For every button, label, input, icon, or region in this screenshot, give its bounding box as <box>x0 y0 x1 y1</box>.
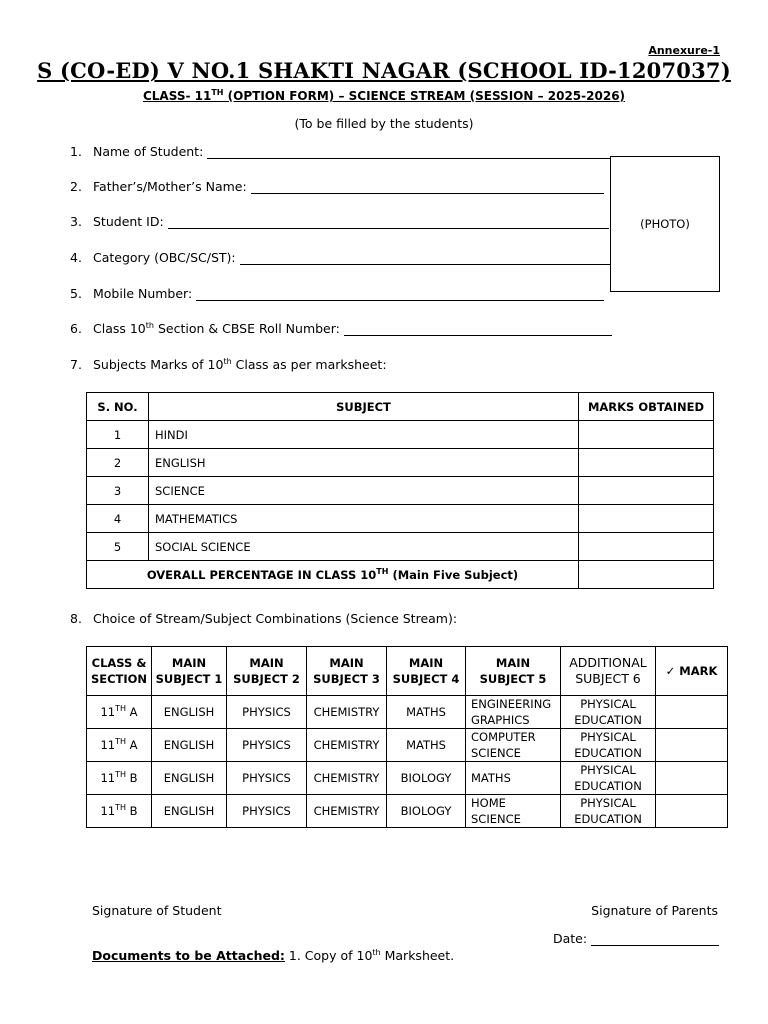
marks-cell[interactable] <box>579 533 714 561</box>
field-mobile <box>70 286 604 301</box>
table-row <box>87 762 728 795</box>
overall-percentage-cell[interactable] <box>579 561 714 589</box>
annexure-label: Annexure-1 <box>648 44 720 57</box>
subject-cell: CHEMISTRY <box>307 762 387 795</box>
table-row <box>87 421 714 449</box>
parent-name-input-line[interactable] <box>251 180 604 194</box>
table-row <box>87 795 728 828</box>
subject-cell: MATHEMATICS <box>149 505 579 533</box>
documents-note <box>92 948 454 963</box>
check-mark-cell[interactable] <box>656 795 728 828</box>
overall-a: OVERALL PERCENTAGE IN CLASS 10 <box>146 567 377 582</box>
table-row <box>87 477 714 505</box>
field-number: 8. <box>70 611 82 626</box>
subject-cell: PHYSICS <box>227 795 307 828</box>
check-mark-cell[interactable] <box>656 696 728 729</box>
section: B <box>126 771 138 785</box>
documents-label: Documents to be Attached: <box>92 948 285 963</box>
col-sno: S. NO. <box>87 393 149 421</box>
class-section-cell <box>87 729 152 762</box>
class-sup: TH <box>115 803 126 813</box>
class-section-cell <box>87 795 152 828</box>
check-mark-cell[interactable] <box>656 762 728 795</box>
col-additional-subject-6: ADDITIONAL SUBJECT 6 <box>561 647 656 696</box>
class-sup: TH <box>115 704 126 714</box>
student-name-input-line[interactable] <box>207 145 610 159</box>
marks-cell[interactable] <box>579 421 714 449</box>
field-label-b: Class as per marksheet: <box>231 357 387 372</box>
class-num: 11 <box>100 804 116 818</box>
subject-cell: BIOLOGY <box>387 795 466 828</box>
sno-cell: 4 <box>87 505 149 533</box>
sno-cell: 2 <box>87 449 149 477</box>
documents-sup: th <box>372 947 381 957</box>
col-main-subject-1: MAIN SUBJECT 1 <box>152 647 227 696</box>
photo-label: (PHOTO) <box>640 217 690 231</box>
subject-cell: PHYSICAL EDUCATION <box>561 729 656 762</box>
field-stream-heading <box>70 611 457 626</box>
col-main-subject-2: MAIN SUBJECT 2 <box>227 647 307 696</box>
table-row <box>87 696 728 729</box>
sno-cell: 1 <box>87 421 149 449</box>
subject-cell: MATHS <box>466 762 561 795</box>
subject-cell: PHYSICAL EDUCATION <box>561 696 656 729</box>
subject-cell: COMPUTER SCIENCE <box>466 729 561 762</box>
subject-cell: HOME SCIENCE <box>466 795 561 828</box>
field-label: Category (OBC/SC/ST): <box>93 250 240 265</box>
student-signature-label: Signature of Student <box>92 903 222 918</box>
date-input-line[interactable] <box>591 932 719 946</box>
documents-text-a: 1. Copy of 10 <box>284 948 373 963</box>
parents-signature-label: Signature of Parents <box>591 903 718 918</box>
class-sup: TH <box>115 770 126 780</box>
subject-cell: ENGLISH <box>152 729 227 762</box>
col-subject: SUBJECT <box>149 393 579 421</box>
col-main-subject-4: MAIN SUBJECT 4 <box>387 647 466 696</box>
subject-cell: ENGLISH <box>149 449 579 477</box>
stream-table <box>86 646 728 828</box>
subject-cell: CHEMISTRY <box>307 795 387 828</box>
subject-cell: CHEMISTRY <box>307 696 387 729</box>
table-row <box>87 505 714 533</box>
class-num: 11 <box>100 705 116 719</box>
field-label-a: Subjects Marks of 10 <box>93 357 224 372</box>
marks-header-row <box>87 393 714 421</box>
photo-box <box>610 156 720 292</box>
overall-label <box>87 561 579 589</box>
overall-row <box>87 561 714 589</box>
marks-cell[interactable] <box>579 477 714 505</box>
stream-header-row <box>87 647 728 696</box>
subject-cell: MATHS <box>387 696 466 729</box>
fill-instructions: (To be filled by the students) <box>294 116 474 131</box>
date-field <box>553 931 719 946</box>
class-section-cell <box>87 696 152 729</box>
field-label-sup: th <box>145 320 154 330</box>
section: B <box>126 804 138 818</box>
subject-cell: SOCIAL SCIENCE <box>149 533 579 561</box>
class-sup: TH <box>115 737 126 747</box>
field-label-a: Class 10 <box>93 321 146 336</box>
school-title: S (CO-ED) V NO.1 SHAKTI NAGAR (SCHOOL ID-1207037) <box>37 58 731 83</box>
field-parent-name <box>70 179 604 194</box>
check-mark-cell[interactable] <box>656 729 728 762</box>
documents-text-b: Marksheet. <box>380 948 455 963</box>
subject-cell: CHEMISTRY <box>307 729 387 762</box>
mobile-input-line[interactable] <box>196 287 604 301</box>
table-row <box>87 729 728 762</box>
marks-cell[interactable] <box>579 449 714 477</box>
overall-sup: TH <box>376 566 389 576</box>
col-class-section: CLASS & SECTION <box>87 647 152 696</box>
section: A <box>126 705 138 719</box>
field-marks-heading <box>70 357 387 372</box>
class-num: 11 <box>100 771 116 785</box>
field-number: 6. <box>70 321 82 336</box>
field-number: 2. <box>70 179 82 194</box>
subject-cell: PHYSICAL EDUCATION <box>561 762 656 795</box>
sno-cell: 5 <box>87 533 149 561</box>
subject-cell: ENGLISH <box>152 795 227 828</box>
class-prefix: CLASS- 11 <box>142 89 212 103</box>
overall-b: (Main Five Subject) <box>388 567 519 582</box>
table-row <box>87 449 714 477</box>
field-category <box>70 250 610 265</box>
subject-cell: PHYSICS <box>227 729 307 762</box>
field-number: 7. <box>70 357 82 372</box>
field-label: Father’s/Mother’s Name: <box>93 179 251 194</box>
section: A <box>126 738 138 752</box>
marks-table <box>86 392 714 589</box>
student-id-input-line[interactable] <box>168 215 609 229</box>
sno-cell: 3 <box>87 477 149 505</box>
col-main-subject-5: MAIN SUBJECT 5 <box>466 647 561 696</box>
field-label-sup: th <box>223 356 232 366</box>
field-number: 3. <box>70 214 82 229</box>
subject-cell: ENGLISH <box>152 696 227 729</box>
class-num: 11 <box>100 738 116 752</box>
subject-cell: PHYSICAL EDUCATION <box>561 795 656 828</box>
subject-cell: HINDI <box>149 421 579 449</box>
class-sup: TH <box>211 88 224 97</box>
field-label: Student ID: <box>93 214 168 229</box>
class-rest: (OPTION FORM) – SCIENCE STREAM (SESSION – 2025-2026) <box>223 89 626 103</box>
date-label: Date: <box>553 931 592 946</box>
field-student-id <box>70 214 609 229</box>
field-number: 1. <box>70 144 82 159</box>
category-input-line[interactable] <box>240 251 610 265</box>
field-roll-number <box>70 321 612 336</box>
field-label: Choice of Stream/Subject Combinations (Science Stream): <box>93 611 458 626</box>
field-label: Name of Student: <box>93 144 208 159</box>
roll-number-input-line[interactable] <box>344 322 612 336</box>
subject-cell: PHYSICS <box>227 696 307 729</box>
subject-cell: PHYSICS <box>227 762 307 795</box>
col-check-mark: ✓ MARK <box>656 647 728 696</box>
subject-cell: ENGINEERING GRAPHICS <box>466 696 561 729</box>
class-section-cell <box>87 762 152 795</box>
subject-cell: ENGLISH <box>152 762 227 795</box>
table-row <box>87 533 714 561</box>
field-number: 4. <box>70 250 82 265</box>
subject-cell: SCIENCE <box>149 477 579 505</box>
field-number: 5. <box>70 286 82 301</box>
subject-cell: BIOLOGY <box>387 762 466 795</box>
field-label: Mobile Number: <box>93 286 197 301</box>
form-subtitle <box>0 89 768 103</box>
col-marks: MARKS OBTAINED <box>579 393 714 421</box>
field-label-b: Section & CBSE Roll Number: <box>153 321 344 336</box>
marks-cell[interactable] <box>579 505 714 533</box>
field-student-name <box>70 144 610 159</box>
subject-cell: MATHS <box>387 729 466 762</box>
col-main-subject-3: MAIN SUBJECT 3 <box>307 647 387 696</box>
